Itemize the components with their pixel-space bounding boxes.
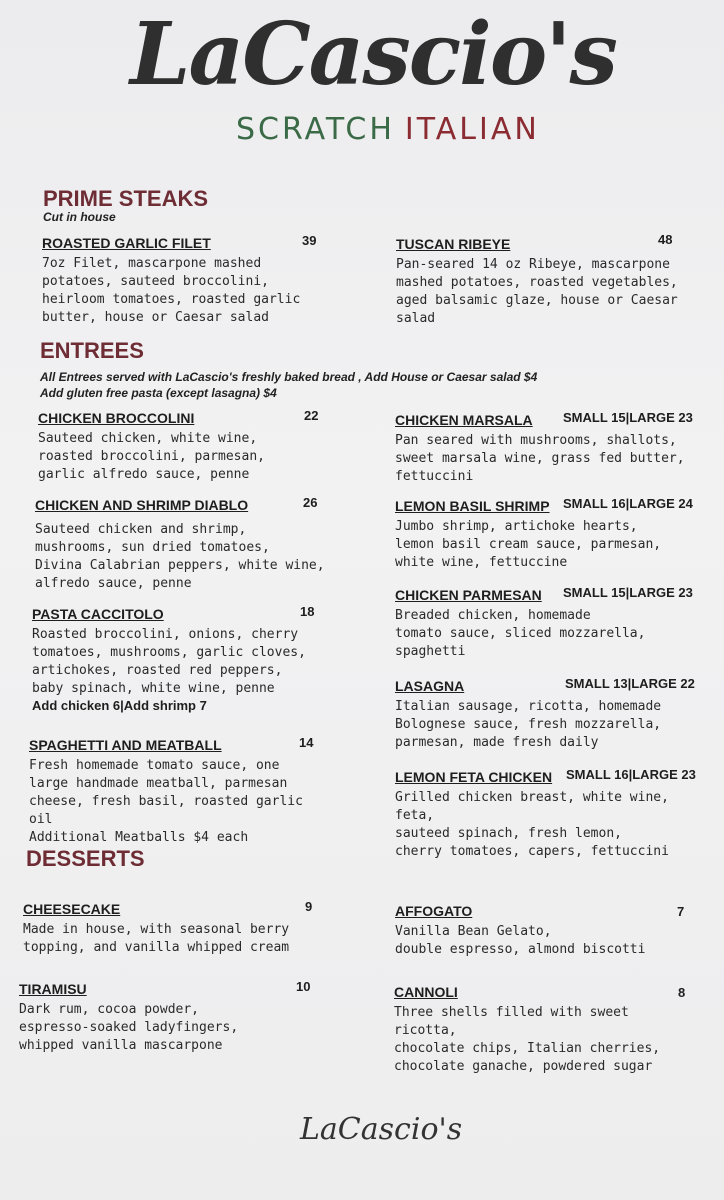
- menu-item-spaghetti-meatball: [29, 735, 321, 847]
- item-addons: Add chicken 6|Add shrimp 7: [32, 698, 207, 713]
- section-title-desserts: DESSERTS: [26, 846, 145, 871]
- item-description: Sauteed chicken, white wine, roasted broccolini, parmesan, garlic alfredo sauce, penne: [38, 431, 265, 482]
- item-description: Made in house, with seasonal berry topping, and vanilla whipped cream: [23, 922, 290, 955]
- item-name: CHICKEN BROCCOLINI: [38, 410, 195, 426]
- item-price: 39: [302, 233, 317, 248]
- item-description: Italian sausage, ricotta, homemade Bolognese sauce, fresh mozzarella, parmesan, made fresh daily: [395, 699, 662, 750]
- item-description: Jumbo shrimp, artichoke hearts, lemon basil cream sauce, parmesan, white wine, fettuccine: [395, 519, 662, 570]
- item-description: Sauteed chicken and shrimp, mushrooms, sun dried tomatoes, Divina Calabrian peppers, white wine, alfredo sauce, penne: [35, 522, 325, 591]
- item-description: Grilled chicken breast, white wine, feta, sauteed spinach, fresh lemon, cherry tomatoes, capers, fettuccini: [395, 790, 669, 859]
- item-price: 48: [658, 232, 673, 247]
- item-description: Breaded chicken, homemade tomato sauce, sliced mozzarella, spaghetti: [395, 608, 646, 659]
- menu-item-lasagna: [395, 676, 695, 752]
- item-price: 22: [304, 408, 319, 423]
- menu-item-cheesecake: [23, 899, 323, 957]
- item-name: CHICKEN PARMESAN: [395, 587, 542, 603]
- menu-item-lemon-feta-chicken: [395, 767, 695, 861]
- item-price: SMALL 15|LARGE 23: [563, 585, 693, 600]
- item-price: SMALL 13|LARGE 22: [565, 676, 695, 691]
- item-name: CANNOLI: [394, 984, 458, 1000]
- item-name: LEMON BASIL SHRIMP: [395, 498, 550, 514]
- menu-item-chicken-parmesan: [395, 585, 695, 661]
- item-price: 10: [296, 979, 311, 994]
- item-description: Pan-seared 14 oz Ribeye, mascarpone mashed potatoes, roasted vegetables, aged balsamic glaze, house or Caesar salad: [396, 257, 678, 326]
- item-name: SPAGHETTI AND MEATBALL: [29, 737, 222, 753]
- menu-item-tiramisu: [19, 979, 319, 1055]
- footer-logo: LaCascio's: [300, 1112, 463, 1147]
- item-price: 18: [300, 604, 315, 619]
- menu-item-tuscan-ribeye: [396, 234, 696, 328]
- entrees-note-gluten-free: Add gluten free pasta (except lasagna) $4: [40, 386, 277, 400]
- tagline-scratch: SCRATCH: [236, 112, 395, 147]
- item-description: Pan seared with mushrooms, shallots, sweet marsala wine, grass fed butter, fettuccini: [395, 433, 685, 484]
- menu-item-roasted-garlic-filet: [42, 233, 332, 327]
- item-price: 8: [678, 985, 686, 1000]
- item-price: 14: [299, 735, 314, 750]
- item-name: PASTA CACCITOLO: [32, 606, 164, 622]
- item-price: SMALL 15|LARGE 23: [563, 410, 693, 425]
- prime-steaks-subtitle: Cut in house: [43, 210, 116, 224]
- menu-item-chicken-shrimp-diablo: [35, 495, 327, 593]
- menu-item-chicken-marsala: [395, 410, 695, 486]
- menu-item-lemon-basil-shrimp: [395, 496, 695, 572]
- restaurant-logo: LaCascio's: [130, 4, 616, 105]
- item-price: SMALL 16|LARGE 24: [563, 496, 693, 511]
- item-price: 26: [303, 495, 318, 510]
- restaurant-tagline: [236, 112, 540, 147]
- entrees-note-bread: All Entrees served with LaCascio's freshly baked bread , Add House or Caesar salad $4: [40, 370, 538, 384]
- section-title-prime-steaks: PRIME STEAKS: [43, 186, 209, 211]
- item-name: CHEESECAKE: [23, 901, 121, 917]
- item-description: Fresh homemade tomato sauce, one large handmade meatball, parmesan cheese, fresh basil, roasted garlic oil Additional Meatballs $4 each: [29, 758, 303, 845]
- item-name: TUSCAN RIBEYE: [396, 236, 511, 252]
- menu-item-pasta-caccitolo: [32, 604, 324, 713]
- item-price: 9: [305, 899, 313, 914]
- item-name: AFFOGATO: [395, 903, 473, 919]
- item-description: Dark rum, cocoa powder, espresso-soaked ladyfingers, whipped vanilla mascarpone: [19, 1002, 239, 1053]
- tagline-italian: ITALIAN: [404, 112, 540, 147]
- item-name: CHICKEN MARSALA: [395, 412, 533, 428]
- item-name: LASAGNA: [395, 678, 465, 694]
- item-description: Vanilla Bean Gelato, double espresso, almond biscotti: [395, 924, 646, 957]
- item-name: TIRAMISU: [19, 981, 87, 997]
- item-description: 7oz Filet, mascarpone mashed potatoes, sauteed broccolini, heirloom tomatoes, roasted garlic butter, house or Caesar salad: [42, 256, 301, 325]
- item-name: LEMON FETA CHICKEN: [395, 769, 553, 785]
- item-name: CHICKEN AND SHRIMP DIABLO: [35, 497, 249, 513]
- item-description: Three shells filled with sweet ricotta, chocolate chips, Italian cherries, chocolate ganache, powdered sugar: [394, 1005, 661, 1074]
- item-price: 7: [677, 904, 685, 919]
- item-name: ROASTED GARLIC FILET: [42, 235, 211, 251]
- item-description: Roasted broccolini, onions, cherry tomatoes, mushrooms, garlic cloves, artichokes, roasted red peppers, baby spinach, white wine, penne: [32, 627, 306, 696]
- item-price: SMALL 16|LARGE 23: [566, 767, 696, 782]
- menu-item-chicken-broccolini: [38, 408, 328, 484]
- section-title-entrees: ENTREES: [40, 338, 144, 363]
- menu-item-cannoli: [394, 982, 694, 1076]
- menu-item-affogato: [395, 901, 695, 959]
